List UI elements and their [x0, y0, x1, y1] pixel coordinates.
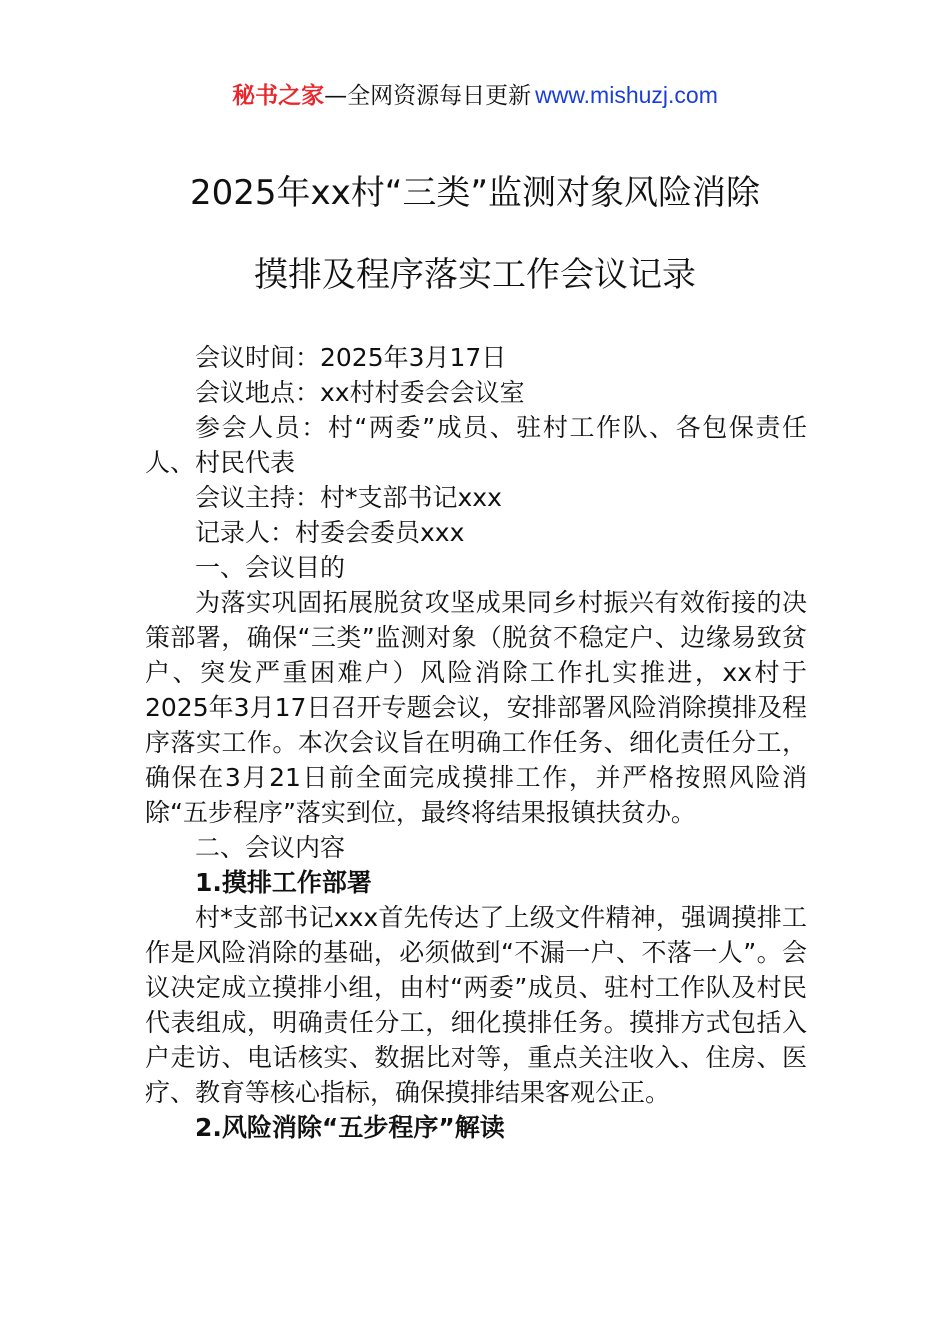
meeting-time: 会议时间：2025年3月17日	[195, 343, 507, 372]
section-1-paragraph: 为落实巩固拓展脱贫攻坚成果同乡村振兴有效衔接的决策部署，确保“三类”监测对象（脱贫不稳定户、边缘易致贫户、突发严重困难户）风险消除工作扎实推进，xx村于2025年3月17日召开专题会议，安排部署风险消除摸排及程序落实工作。本次会议旨在明确工作任务、细化责任分工，确保在3月21日前全面完成摸排工作，并严格按照风险消除“五步程序”落实到位，最终将结果报镇扶贫办。	[145, 588, 807, 827]
meeting-recorder: 记录人：村委会委员xxx	[195, 518, 465, 547]
meeting-attendees: 参会人员：村“两委”成员、驻村工作队、各包保责任人、村民代表	[145, 413, 807, 477]
subsection-1-paragraph: 村*支部书记xxx首先传达了上级文件精神，强调摸排工作是风险消除的基础，必须做到“不漏一户、不落一人”。会议决定成立摸排小组，由村“两委”成员、驻村工作队及村民代表组成，明确责任分工，细化摸排任务。摸排方式包括入户走访、电话核实、数据比对等，重点关注收入、住房、医疗、教育等核心指标，确保摸排结果客观公正。	[145, 903, 807, 1107]
meeting-host: 会议主持：村*支部书记xxx	[195, 483, 502, 512]
document-title	[0, 172, 950, 296]
subsection-2-heading: 2.风险消除“五步程序”解读	[195, 1113, 505, 1142]
subsection-1-heading: 1.摸排工作部署	[195, 868, 372, 897]
document-body	[145, 340, 807, 1145]
title-line-1: 2025年xx村“三类”监测对象风险消除	[190, 173, 760, 213]
title-line-2: 摸排及程序落实工作会议记录	[254, 255, 696, 295]
brand-name[interactable]: 秘书之家	[232, 83, 325, 109]
site-url-link[interactable]: www.mishuzj.com	[535, 82, 718, 108]
section-1-heading: 一、会议目的	[195, 553, 346, 582]
meeting-place: 会议地点：xx村村委会会议室	[195, 378, 525, 407]
section-2-heading: 二、会议内容	[195, 833, 346, 862]
site-header	[0, 78, 950, 113]
header-tagline: —全网资源每日更新	[324, 83, 532, 109]
